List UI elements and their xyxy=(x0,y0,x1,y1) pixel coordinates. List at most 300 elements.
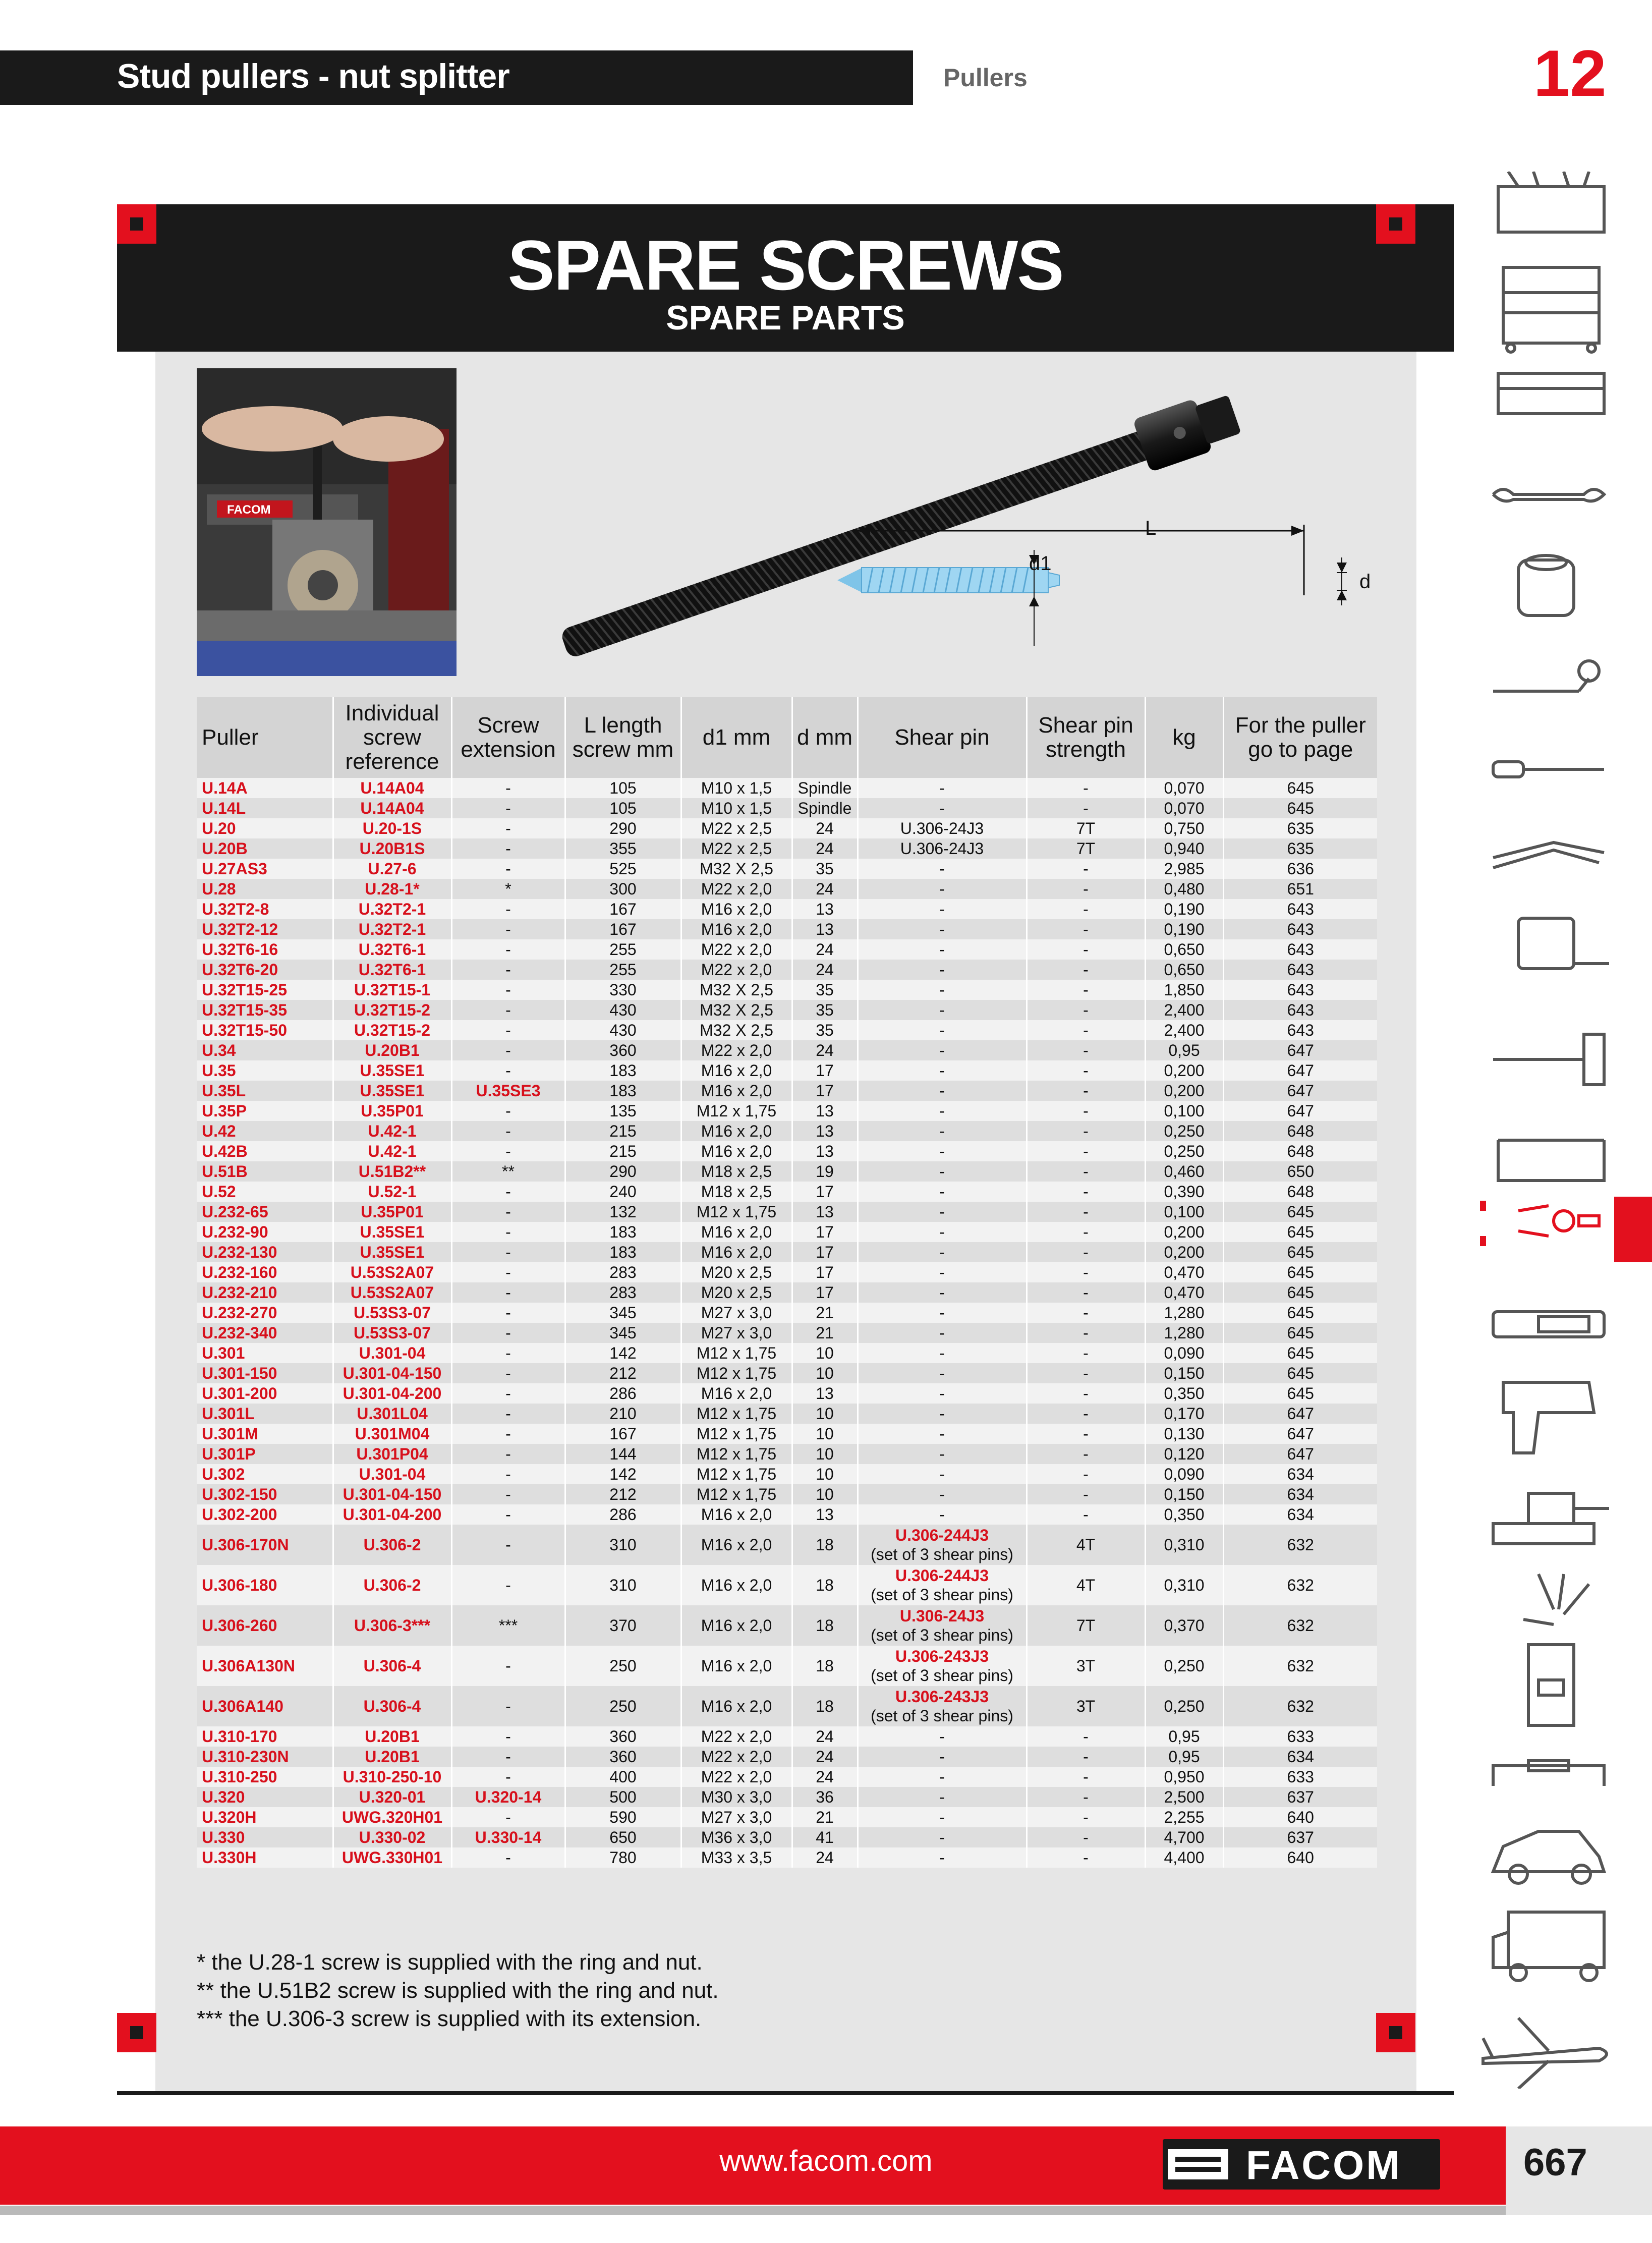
page-number: 667 xyxy=(1523,2141,1587,2184)
table-row xyxy=(197,919,1377,939)
cell-ext: - xyxy=(451,1121,565,1141)
cell-d: 24 xyxy=(792,1847,858,1868)
cell-ref: U.53S3-07 xyxy=(333,1323,451,1343)
cell-pin: - xyxy=(858,1827,1027,1847)
cell-d: 41 xyxy=(792,1827,858,1847)
cell-pin: U.306-24J3 xyxy=(858,838,1027,859)
cell-d1: M16 x 2,0 xyxy=(681,1646,792,1686)
cell-ref: U.301-04-150 xyxy=(333,1484,451,1504)
cell-kg: 0,350 xyxy=(1145,1383,1223,1404)
cell-d: 10 xyxy=(792,1424,858,1444)
cell-ext: - xyxy=(451,919,565,939)
cell-page: 633 xyxy=(1223,1767,1377,1787)
cell-ref: U.20B1 xyxy=(333,1040,451,1060)
cell-str: - xyxy=(1027,899,1145,919)
table-row xyxy=(197,1383,1377,1404)
cell-len: 300 xyxy=(565,879,681,899)
cell-ref: U.32T6-1 xyxy=(333,939,451,960)
cell-page: 645 xyxy=(1223,1303,1377,1323)
cell-d1: M30 x 3,0 xyxy=(681,1787,792,1807)
banner-title: SPARE SCREWS xyxy=(507,226,1063,305)
cell-page: 645 xyxy=(1223,1383,1377,1404)
cell-str: - xyxy=(1027,980,1145,1000)
cell-pin: - xyxy=(858,1504,1027,1525)
footnote: ** the U.51B2 screw is supplied with the ring and nut. xyxy=(197,1978,719,2003)
cell-kg: 0,090 xyxy=(1145,1343,1223,1363)
handle-icon[interactable] xyxy=(1493,1761,1604,1786)
shear-pin-ref: U.306-244J3 xyxy=(895,1526,989,1544)
hammer-icon[interactable] xyxy=(1493,1034,1604,1085)
cell-puller: U.310-230N xyxy=(197,1747,333,1767)
cell-ext: - xyxy=(451,1323,565,1343)
cell-len: 105 xyxy=(565,778,681,798)
cell-d1: M16 x 2,0 xyxy=(681,1525,792,1565)
socket-icon[interactable] xyxy=(1518,555,1574,615)
cell-str: - xyxy=(1027,1121,1145,1141)
hacksaw-icon[interactable] xyxy=(1498,1140,1604,1181)
cell-d: 19 xyxy=(792,1161,858,1182)
cell-len: 430 xyxy=(565,1000,681,1020)
cell-ext: - xyxy=(451,1565,565,1605)
cell-puller: U.35L xyxy=(197,1081,333,1101)
cell-kg: 0,200 xyxy=(1145,1081,1223,1101)
cell-len: 255 xyxy=(565,939,681,960)
cell-len: 290 xyxy=(565,1161,681,1182)
table-row xyxy=(197,1726,1377,1747)
cell-pin: - xyxy=(858,1060,1027,1081)
footnotes xyxy=(197,1948,719,2033)
cell-puller: U.306A140 xyxy=(197,1686,333,1726)
cell-ext: - xyxy=(451,778,565,798)
table-header-row xyxy=(197,697,1377,778)
cell-page: 632 xyxy=(1223,1565,1377,1605)
cell-page: 648 xyxy=(1223,1141,1377,1161)
cell-d: 13 xyxy=(792,1202,858,1222)
cell-kg: 0,190 xyxy=(1145,899,1223,919)
cell-d: 10 xyxy=(792,1464,858,1484)
category-sidebar xyxy=(1463,172,1614,2089)
cell-ext: - xyxy=(451,1525,565,1565)
cell-len: 650 xyxy=(565,1827,681,1847)
cell-d1: M12 x 1,75 xyxy=(681,1424,792,1444)
cell-ref: U.20B1S xyxy=(333,838,451,859)
table-row xyxy=(197,1363,1377,1383)
cell-ext: - xyxy=(451,1383,565,1404)
cell-len: 250 xyxy=(565,1686,681,1726)
cell-puller: U.32T2-8 xyxy=(197,899,333,919)
cell-str: - xyxy=(1027,1827,1145,1847)
cell-page: 643 xyxy=(1223,919,1377,939)
cell-str: - xyxy=(1027,1504,1145,1525)
cell-puller: U.302-150 xyxy=(197,1484,333,1504)
table-row xyxy=(197,1121,1377,1141)
table-row xyxy=(197,1161,1377,1182)
cell-kg: 0,090 xyxy=(1145,1464,1223,1484)
cell-ext: - xyxy=(451,1767,565,1787)
cell-str: - xyxy=(1027,1161,1145,1182)
table-row xyxy=(197,1767,1377,1787)
cell-ref: U.330-02 xyxy=(333,1827,451,1847)
cell-len: 240 xyxy=(565,1182,681,1202)
cell-len: 255 xyxy=(565,960,681,980)
cell-str: 4T xyxy=(1027,1565,1145,1605)
cell-d: 17 xyxy=(792,1222,858,1242)
cell-page: 647 xyxy=(1223,1081,1377,1101)
cell-d: 24 xyxy=(792,1747,858,1767)
cell-str: - xyxy=(1027,1081,1145,1101)
tool-cabinet-icon[interactable] xyxy=(1503,267,1599,352)
table-row xyxy=(197,1827,1377,1847)
cell-d: 35 xyxy=(792,1020,858,1040)
table-row xyxy=(197,1747,1377,1767)
col-header-d1: d1 mm xyxy=(681,697,792,778)
table-row xyxy=(197,1343,1377,1363)
cell-pin xyxy=(858,1605,1027,1646)
cell-pin: - xyxy=(858,1202,1027,1222)
cell-ext: - xyxy=(451,1222,565,1242)
cell-ext: - xyxy=(451,1424,565,1444)
cell-len: 500 xyxy=(565,1787,681,1807)
cell-str: - xyxy=(1027,1040,1145,1060)
cell-d: 13 xyxy=(792,899,858,919)
shear-pin-note: (set of 3 shear pins) xyxy=(871,1626,1013,1644)
cell-len: 167 xyxy=(565,919,681,939)
cell-pin xyxy=(858,1686,1027,1726)
cell-ref: U.306-4 xyxy=(333,1686,451,1726)
cell-len: 370 xyxy=(565,1605,681,1646)
puller-icon[interactable] xyxy=(1483,1201,1599,1246)
cell-d1: M16 x 2,0 xyxy=(681,1222,792,1242)
cell-ref: U.306-2 xyxy=(333,1525,451,1565)
cell-len: 212 xyxy=(565,1363,681,1383)
panel-bottom-rule xyxy=(117,2091,1454,2095)
cell-pin: - xyxy=(858,778,1027,798)
cell-puller: U.34 xyxy=(197,1040,333,1060)
cell-page: 650 xyxy=(1223,1161,1377,1182)
table-row xyxy=(197,939,1377,960)
section-label: Pullers xyxy=(943,64,1028,92)
cell-str: - xyxy=(1027,1262,1145,1282)
spare-screws-table xyxy=(197,697,1377,1868)
cell-len: 360 xyxy=(565,1726,681,1747)
cell-d: 10 xyxy=(792,1343,858,1363)
car-icon[interactable] xyxy=(1493,1831,1604,1883)
cell-page: 637 xyxy=(1223,1787,1377,1807)
cell-ref: U.35P01 xyxy=(333,1101,451,1121)
cell-d: Spindle xyxy=(792,778,858,798)
cell-d: 18 xyxy=(792,1605,858,1646)
cell-d: 10 xyxy=(792,1484,858,1504)
cell-puller: U.320H xyxy=(197,1807,333,1827)
cell-str: - xyxy=(1027,1141,1145,1161)
cell-str: - xyxy=(1027,1020,1145,1040)
cell-ext: - xyxy=(451,939,565,960)
wrench-icon[interactable] xyxy=(1493,489,1604,501)
airplane-icon[interactable] xyxy=(1483,2018,1607,2089)
cell-ext: - xyxy=(451,1363,565,1383)
tool-box-icon[interactable] xyxy=(1498,373,1604,414)
cell-str: - xyxy=(1027,1363,1145,1383)
cell-ext: - xyxy=(451,960,565,980)
cell-kg: 0,170 xyxy=(1145,1404,1223,1424)
cell-str: - xyxy=(1027,1060,1145,1081)
table-row xyxy=(197,778,1377,798)
shear-pin-ref: U.306-243J3 xyxy=(895,1688,989,1706)
cell-len: 183 xyxy=(565,1081,681,1101)
footnote: *** the U.306-3 screw is supplied with its extension. xyxy=(197,2006,702,2031)
cell-ref: U.32T2-1 xyxy=(333,899,451,919)
cell-puller: U.301L xyxy=(197,1404,333,1424)
cell-d: 17 xyxy=(792,1182,858,1202)
cell-pin: - xyxy=(858,980,1027,1000)
cell-page: 645 xyxy=(1223,1363,1377,1383)
cell-str: - xyxy=(1027,1726,1145,1747)
impact-wrench-icon[interactable] xyxy=(1503,1382,1594,1453)
cell-ext: - xyxy=(451,1747,565,1767)
cell-pin: - xyxy=(858,1000,1027,1020)
cell-ref: U.35SE1 xyxy=(333,1242,451,1262)
cell-ext: - xyxy=(451,798,565,818)
cell-d1: M16 x 2,0 xyxy=(681,899,792,919)
table-row xyxy=(197,1141,1377,1161)
cell-kg: 1,280 xyxy=(1145,1303,1223,1323)
table-row xyxy=(197,1847,1377,1868)
cell-ref: U.51B2** xyxy=(333,1161,451,1182)
cell-len: 400 xyxy=(565,1767,681,1787)
cell-page: 643 xyxy=(1223,939,1377,960)
table-row xyxy=(197,798,1377,818)
cell-page: 643 xyxy=(1223,1000,1377,1020)
cell-kg: 0,200 xyxy=(1145,1222,1223,1242)
cell-page: 643 xyxy=(1223,980,1377,1000)
cell-len: 215 xyxy=(565,1141,681,1161)
cell-len: 430 xyxy=(565,1020,681,1040)
footer-url-link[interactable]: www.facom.com xyxy=(719,2145,933,2177)
cell-ref: U.53S2A07 xyxy=(333,1282,451,1303)
cell-d: 13 xyxy=(792,1141,858,1161)
cell-d: 10 xyxy=(792,1444,858,1464)
cell-ref: U.35P01 xyxy=(333,1202,451,1222)
cell-kg: 2,400 xyxy=(1145,1020,1223,1040)
cell-kg: 0,350 xyxy=(1145,1504,1223,1525)
cell-pin: - xyxy=(858,1121,1027,1141)
cell-puller: U.35 xyxy=(197,1060,333,1081)
cell-str: - xyxy=(1027,1000,1145,1020)
cell-d: 35 xyxy=(792,1000,858,1020)
col-header-shear-pin: Shear pin xyxy=(858,697,1027,778)
cell-len: 310 xyxy=(565,1525,681,1565)
cell-puller: U.306-180 xyxy=(197,1565,333,1605)
sidebar-active-tab[interactable] xyxy=(1614,1197,1652,1262)
table-row xyxy=(197,1202,1377,1222)
cell-puller: U.302 xyxy=(197,1464,333,1484)
cell-d1: M12 x 1,75 xyxy=(681,1363,792,1383)
cell-ext: - xyxy=(451,1303,565,1323)
cell-pin: - xyxy=(858,859,1027,879)
table-row xyxy=(197,1282,1377,1303)
table-row xyxy=(197,1000,1377,1020)
cell-d1: M18 x 2,5 xyxy=(681,1182,792,1202)
cell-kg: 0,070 xyxy=(1145,798,1223,818)
cell-pin: - xyxy=(858,1807,1027,1827)
cell-ext: U.330-14 xyxy=(451,1827,565,1847)
screwdriver-icon[interactable] xyxy=(1493,762,1604,777)
cell-d: 24 xyxy=(792,1767,858,1787)
photo-facom-logo: FACOM xyxy=(227,503,271,517)
cell-kg: 0,480 xyxy=(1145,879,1223,899)
cell-d: 24 xyxy=(792,838,858,859)
ratchet-handle-icon[interactable] xyxy=(1493,661,1599,691)
cell-ref: U.301-04-200 xyxy=(333,1504,451,1525)
cell-page: 637 xyxy=(1223,1827,1377,1847)
cell-d1: M16 x 2,0 xyxy=(681,1565,792,1605)
cell-kg: 0,310 xyxy=(1145,1525,1223,1565)
cell-d1: M33 x 3,5 xyxy=(681,1847,792,1868)
cell-str: - xyxy=(1027,1444,1145,1464)
cell-ext: - xyxy=(451,1686,565,1726)
table-row xyxy=(197,960,1377,980)
cell-ext: ** xyxy=(451,1161,565,1182)
cell-d1: M10 x 1,5 xyxy=(681,778,792,798)
cell-pin: - xyxy=(858,1262,1027,1282)
pliers-icon[interactable] xyxy=(1493,843,1604,868)
cell-ref: U.301-04-200 xyxy=(333,1383,451,1404)
cell-ref: U.32T2-1 xyxy=(333,919,451,939)
cell-kg: 0,100 xyxy=(1145,1101,1223,1121)
col-header-reference: Individual screw reference xyxy=(333,697,451,778)
cell-d1: M16 x 2,0 xyxy=(681,1060,792,1081)
cell-page: 645 xyxy=(1223,1282,1377,1303)
cell-d: 24 xyxy=(792,960,858,980)
electrical-icon[interactable] xyxy=(1528,1645,1574,1725)
cell-pin: - xyxy=(858,1282,1027,1303)
cell-pin xyxy=(858,1565,1027,1605)
cell-str: - xyxy=(1027,1767,1145,1787)
cell-ref: U.20B1 xyxy=(333,1726,451,1747)
banner-subtitle: SPARE PARTS xyxy=(666,299,905,337)
cell-d: 21 xyxy=(792,1807,858,1827)
table-row xyxy=(197,1242,1377,1262)
tool-assortment-icon[interactable] xyxy=(1498,172,1604,232)
cell-ext: - xyxy=(451,1504,565,1525)
cell-str: 3T xyxy=(1027,1646,1145,1686)
cell-ext: * xyxy=(451,879,565,899)
cell-page: 643 xyxy=(1223,899,1377,919)
cell-ext: - xyxy=(451,1141,565,1161)
chapter-number: 12 xyxy=(1533,36,1607,110)
cell-page: 632 xyxy=(1223,1646,1377,1686)
cell-ref: U.310-250-10 xyxy=(333,1767,451,1787)
cell-d: 24 xyxy=(792,879,858,899)
table-row xyxy=(197,899,1377,919)
cell-ref: U.20-1S xyxy=(333,818,451,838)
cell-d: Spindle xyxy=(792,798,858,818)
table-row xyxy=(197,1060,1377,1081)
col-header-extension: Screw extension xyxy=(451,697,565,778)
cell-ref: U.28-1* xyxy=(333,879,451,899)
cell-puller: U.301P xyxy=(197,1444,333,1464)
tape-measure-icon[interactable] xyxy=(1518,918,1609,969)
cell-page: 632 xyxy=(1223,1525,1377,1565)
cell-puller: U.301-200 xyxy=(197,1383,333,1404)
cell-d1: M22 x 2,5 xyxy=(681,838,792,859)
cell-pin: - xyxy=(858,1424,1027,1444)
cell-ref: U.301-04 xyxy=(333,1464,451,1484)
cell-puller: U.302-200 xyxy=(197,1504,333,1525)
cell-page: 648 xyxy=(1223,1182,1377,1202)
cell-puller: U.28 xyxy=(197,879,333,899)
cell-len: 780 xyxy=(565,1847,681,1868)
cell-page: 634 xyxy=(1223,1464,1377,1484)
cell-d: 21 xyxy=(792,1303,858,1323)
cell-kg: 0,390 xyxy=(1145,1182,1223,1202)
cell-ref: U.52-1 xyxy=(333,1182,451,1202)
cell-ext: - xyxy=(451,1282,565,1303)
cell-pin: - xyxy=(858,1363,1027,1383)
cell-ref: U.27-6 xyxy=(333,859,451,879)
table-row xyxy=(197,1262,1377,1282)
table-row xyxy=(197,879,1377,899)
table-row xyxy=(197,1303,1377,1323)
cell-kg: 0,95 xyxy=(1145,1747,1223,1767)
cell-puller: U.301 xyxy=(197,1343,333,1363)
cell-str: - xyxy=(1027,1182,1145,1202)
cell-page: 634 xyxy=(1223,1504,1377,1525)
cell-ext: - xyxy=(451,1464,565,1484)
screw-photo xyxy=(555,388,1243,666)
truck-icon[interactable] xyxy=(1493,1912,1604,1981)
table-row xyxy=(197,1464,1377,1484)
cell-d: 24 xyxy=(792,1040,858,1060)
cell-d: 18 xyxy=(792,1646,858,1686)
safety-icon[interactable] xyxy=(1523,1574,1589,1624)
cell-len: 590 xyxy=(565,1807,681,1827)
cell-ext: - xyxy=(451,859,565,879)
cell-d: 18 xyxy=(792,1686,858,1726)
cell-d1: M16 x 2,0 xyxy=(681,1121,792,1141)
cell-ref: U.35SE1 xyxy=(333,1060,451,1081)
table-row xyxy=(197,1404,1377,1424)
cell-ref: UWG.320H01 xyxy=(333,1807,451,1827)
cell-puller: U.232-210 xyxy=(197,1282,333,1303)
cell-d1: M16 x 2,0 xyxy=(681,919,792,939)
cell-d1: M12 x 1,75 xyxy=(681,1202,792,1222)
cell-str: 7T xyxy=(1027,818,1145,838)
cell-ext: - xyxy=(451,1807,565,1827)
cell-page: 645 xyxy=(1223,1202,1377,1222)
cell-d1: M16 x 2,0 xyxy=(681,1504,792,1525)
cell-str: - xyxy=(1027,1282,1145,1303)
cell-d1: M20 x 2,5 xyxy=(681,1282,792,1303)
product-photo xyxy=(197,368,457,676)
cell-puller: U.232-90 xyxy=(197,1222,333,1242)
cell-d: 35 xyxy=(792,980,858,1000)
cell-len: 142 xyxy=(565,1343,681,1363)
col-header-strength: Shear pin strength xyxy=(1027,697,1145,778)
cell-pin: - xyxy=(858,1726,1027,1747)
vise-icon[interactable] xyxy=(1493,1493,1609,1544)
table-row xyxy=(197,818,1377,838)
footer-strip xyxy=(0,2206,1652,2215)
tester-icon[interactable] xyxy=(1493,1312,1604,1337)
cell-puller: U.330 xyxy=(197,1827,333,1847)
cell-puller: U.301M xyxy=(197,1424,333,1444)
shear-pin-ref: U.306-24J3 xyxy=(899,1607,985,1625)
cell-page: 633 xyxy=(1223,1726,1377,1747)
cell-pin: - xyxy=(858,1040,1027,1060)
cell-page: 645 xyxy=(1223,1222,1377,1242)
table-row xyxy=(197,1222,1377,1242)
